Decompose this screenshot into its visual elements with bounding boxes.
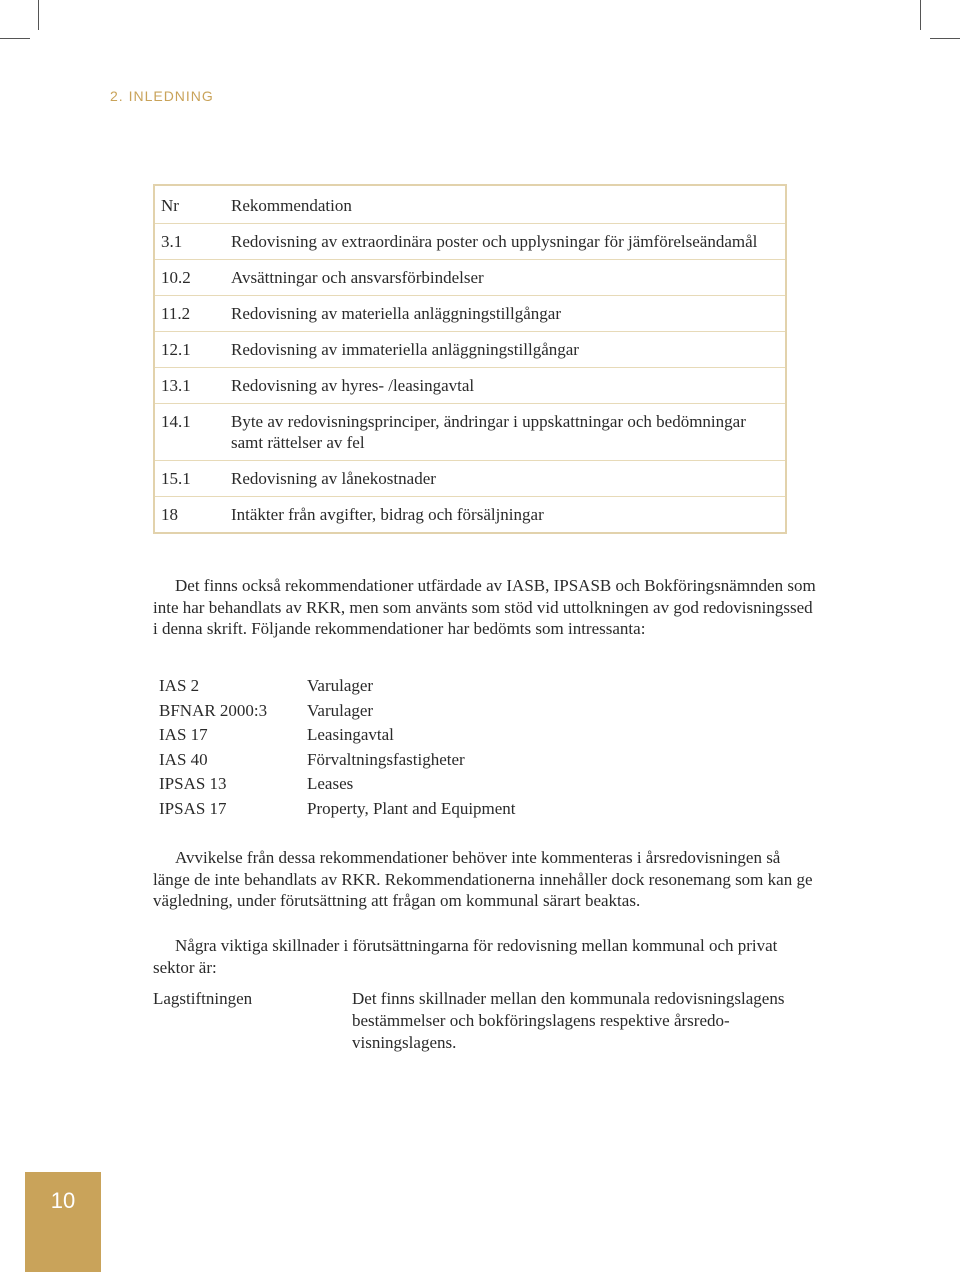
column-header-nr: Nr	[161, 196, 179, 215]
table-row	[154, 461, 786, 497]
row-number: 10.2	[154, 260, 225, 296]
table-row	[154, 224, 786, 260]
paragraph-other-recommendations: Det finns också rekommendationer utfärdade av IASB, IPSASB och Bokföringsnämnden som inte har behandlats av RKR, men som använts som stöd vid uttolkningen av god redovisningssed i denna skrift. Följande rekommendationer har bedömts som intressanta:	[153, 576, 816, 638]
row-recommendation: Redovisning av hyres- /leasingavtal	[225, 368, 786, 404]
standard-description: Förvaltningsfastigheter	[307, 749, 465, 769]
table-header-row	[154, 185, 786, 224]
recommendation-table	[153, 184, 787, 534]
row-recommendation: Redovisning av materiella anläggningstillgångar	[225, 296, 786, 332]
row-number: 14.1	[154, 404, 225, 461]
crop-mark	[0, 38, 30, 39]
crop-mark	[920, 0, 921, 30]
standard-code: IPSAS 17	[159, 798, 227, 818]
row-number: 15.1	[154, 461, 225, 497]
crop-mark	[930, 38, 960, 39]
row-number: 12.1	[154, 332, 225, 368]
paragraph-differences: Några viktiga skillnader i förutsättningarna för redovisning mellan kommunal och privat sektor är:	[153, 936, 778, 977]
definition-text: Det finns skillnader mellan den kommunala redovisningslagens bestämmelser och bokföringslagens respektive årsredovisningslagens.	[352, 989, 785, 1052]
standard-code: IAS 40	[159, 749, 208, 769]
row-recommendation: Intäkter från avgifter, bidrag och försäljningar	[225, 497, 786, 534]
paragraph-deviation: Avvikelse från dessa rekommendationer behöver inte kommenteras i årsredovisningen så länge de inte behandlats av RKR. Rekommendationerna innehåller dock resonemang som kan ge vägledning, under förutsättning att frågan om kommunal särart beaktas.	[153, 848, 813, 910]
row-recommendation: Avsättningar och ansvarsförbindelser	[225, 260, 786, 296]
standard-code: IAS 2	[159, 676, 200, 695]
section-header: 2. INLEDNING	[110, 88, 214, 104]
table-row	[154, 296, 786, 332]
standard-code: IPSAS 13	[159, 774, 227, 793]
table-row	[154, 497, 786, 534]
row-recommendation: Byte av redovisningsprinciper, ändringar i uppskattningar och bedömningar samt rättelser av fel	[225, 404, 786, 461]
page-number: 10	[50, 1188, 76, 1213]
standard-description: Varulager	[307, 700, 374, 720]
table-row	[154, 368, 786, 404]
row-number: 13.1	[154, 368, 225, 404]
crop-mark	[38, 0, 39, 30]
row-recommendation: Redovisning av lånekostnader	[225, 461, 786, 497]
column-header-recommendation: Rekommendation	[231, 196, 352, 215]
standard-description: Varulager	[307, 676, 374, 695]
table-row	[154, 260, 786, 296]
standard-code: IAS 17	[159, 725, 208, 744]
row-number: 18	[154, 497, 225, 534]
definition-term: Lagstiftningen	[153, 989, 253, 1008]
row-number: 11.2	[154, 296, 225, 332]
standard-description: Leases	[307, 774, 354, 793]
table-row	[154, 332, 786, 368]
standard-description: Property, Plant and Equipment	[307, 798, 516, 818]
table-row	[154, 404, 786, 461]
row-recommendation: Redovisning av immateriella anläggningstillgångar	[225, 332, 786, 368]
row-number: 3.1	[154, 224, 225, 260]
standard-code: BFNAR 2000:3	[159, 700, 268, 720]
standard-description: Leasingavtal	[307, 725, 394, 744]
row-recommendation: Redovisning av extraordinära poster och upplysningar för jämförelseändamål	[225, 224, 786, 260]
page-number-box	[25, 1172, 101, 1272]
